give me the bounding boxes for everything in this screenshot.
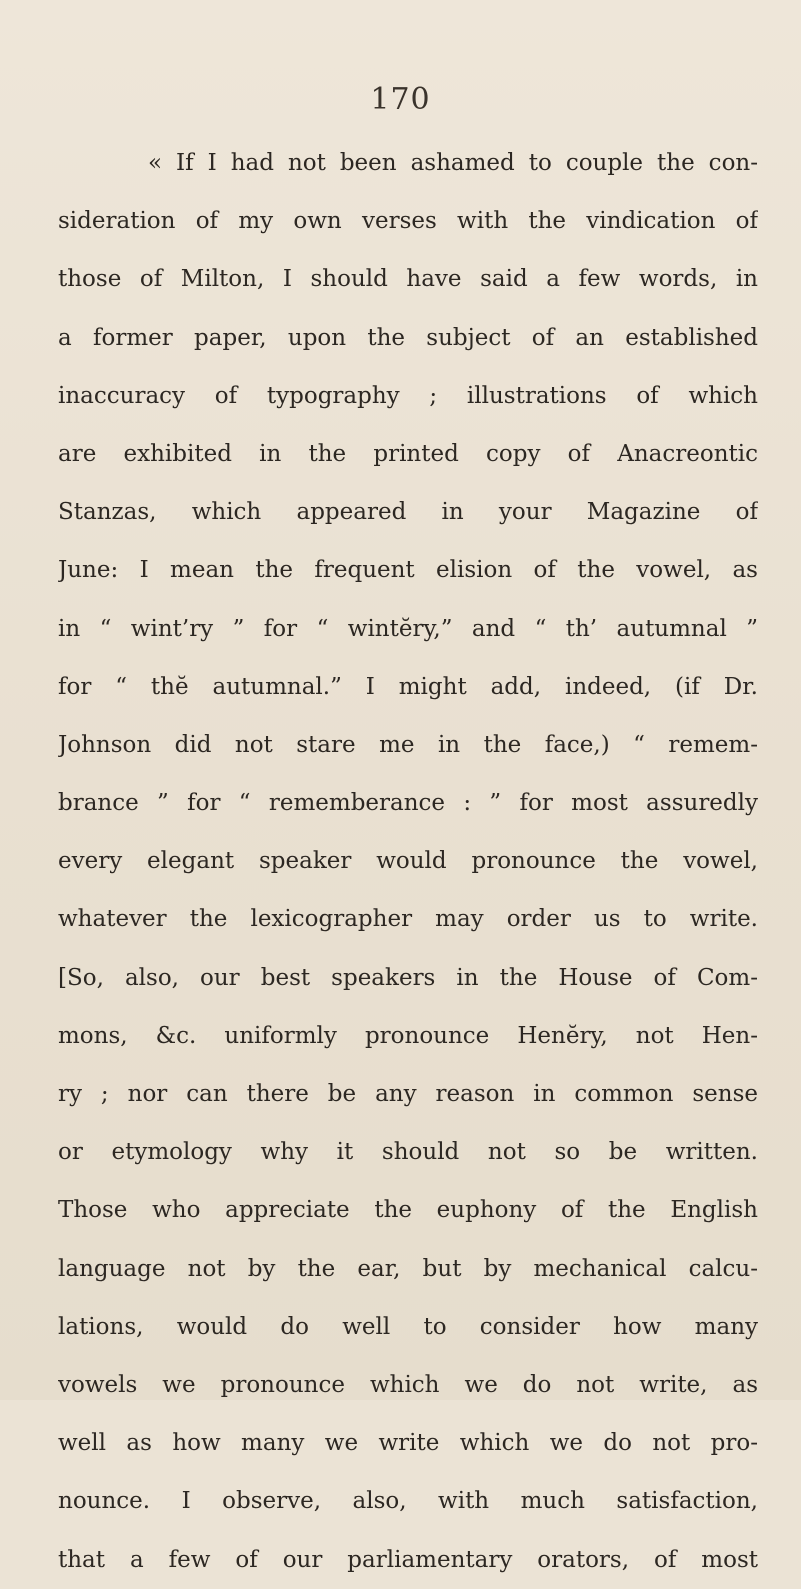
text-line: for “ thĕ autumnal.” I might add, indeed, (if Dr. [58,673,758,700]
text-line: mons, &c. uniformly pronounce Henĕry, not Hen- [58,1022,758,1049]
text-line: brance ” for “ rememberance : ” for most assuredly [58,790,758,817]
text-line: language not by the ear, but by mechanical calcu- [58,1255,758,1282]
text-line: Stanzas, which appeared in your Magazine of [58,499,758,526]
text-line: every elegant speaker would pronounce the vowel, [58,848,758,875]
text-line: whatever the lexicographer may order us to write. [58,906,758,933]
text-line: lations, would do well to consider how many [58,1313,758,1340]
text-line: nounce. I observe, also, with much satisfaction, [58,1488,758,1515]
text-line: Those who appreciate the euphony of the English [58,1197,758,1224]
body-text [58,134,758,1589]
text-line: that a few of our parliamentary orators, of most [58,1546,758,1573]
text-line: June: I mean the frequent elision of the vowel, as [58,557,758,584]
text-line: sideration of my own verses with the vindication of [58,208,758,235]
text-line: Johnson did not stare me in the face,) “ remem- [58,731,758,758]
text-line: those of Milton, I should have said a few words, in [58,266,758,293]
text-line: are exhibited in the printed copy of Anacreontic [58,440,758,467]
text-line: « If I had not been ashamed to couple the con- [148,150,758,176]
text-line: inaccuracy of typography ; illustrations of which [58,382,758,409]
text-line: in “ wint’ry ” for “ wintĕry,” and “ th’ autumnal ” [58,615,758,642]
text-line: a former paper, upon the subject of an established [58,324,758,351]
text-line: or etymology why it should not so be written. [58,1139,758,1166]
page-number: 170 [370,82,431,117]
text-line: [So, also, our best speakers in the House of Com- [58,964,758,991]
text-line: well as how many we write which we do not pro- [58,1430,758,1457]
text-line: ry ; nor can there be any reason in common sense [58,1081,758,1107]
text-line: vowels we pronounce which we do not write, as [58,1371,758,1398]
